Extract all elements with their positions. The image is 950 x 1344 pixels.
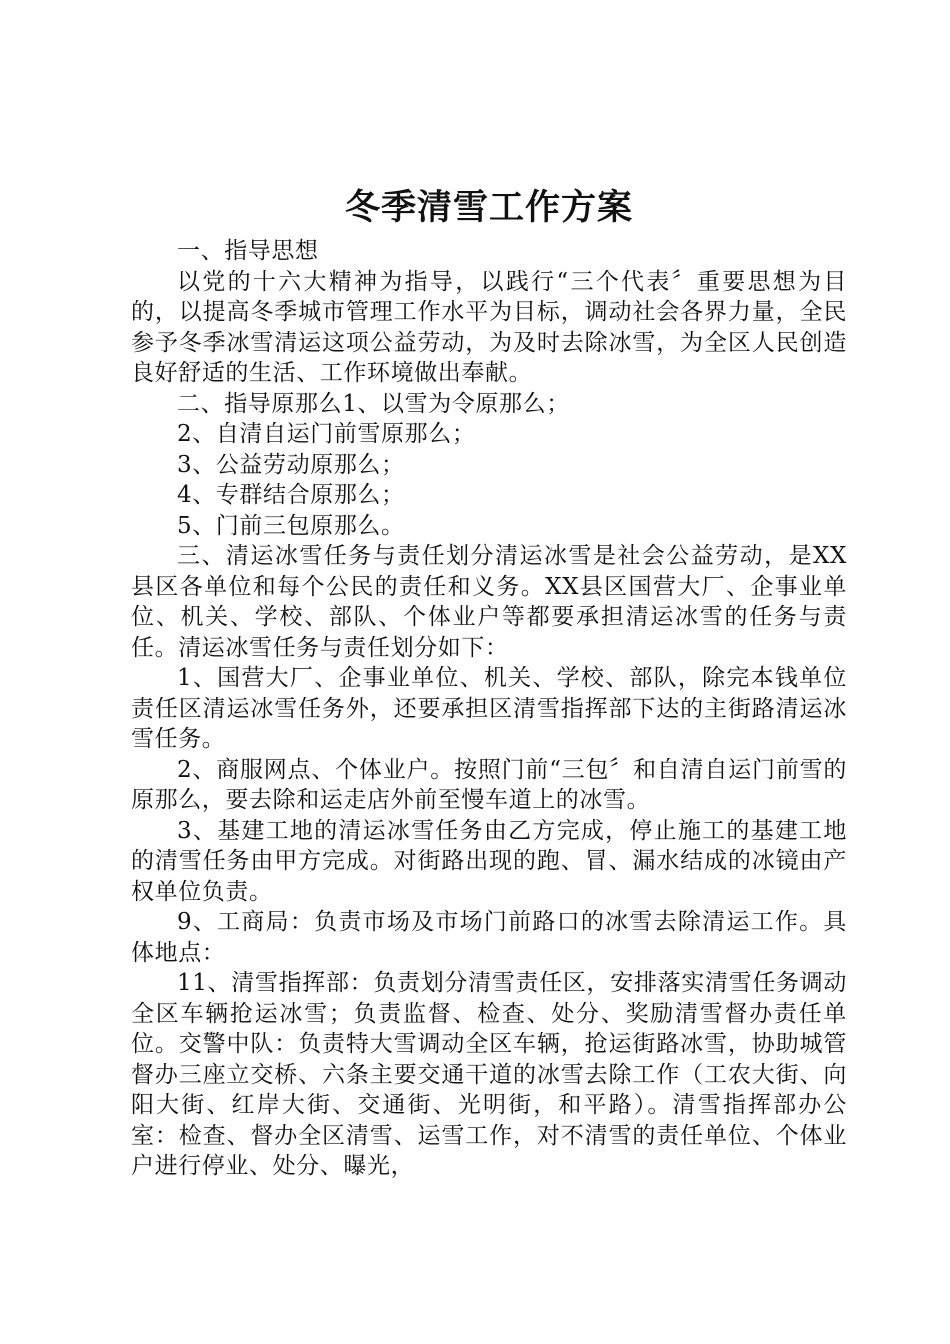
paragraph-tasks-heading: 三、清运冰雪任务与责任划分清运冰雪是社会公益劳动，是XX县区各单位和每个公民的责任和义务。XX县区国营大厂、企事业单位、机关、学校、部队、个体业户等都要承担清运冰雪的任务与责任。清运冰雪任务与责任划分如下： — [131, 543, 847, 661]
paragraph-task-1: 1、国营大厂、企事业单位、机关、学校、部队，除完本钱单位责任区清运冰雪任务外，还要承担区清雪指挥部下达的主街路清运冰雪任务。 — [131, 665, 847, 752]
paragraph-task-3: 3、基建工地的清运冰雪任务由乙方完成，停止施工的基建工地的清雪任务由甲方完成。对街路出现的跑、冒、漏水结成的冰镜由产权单位负责。 — [131, 817, 847, 905]
paragraph-principle-4: 4、专群结合原那么； — [177, 482, 405, 508]
paragraph-task-9: 9、工商局：负责市场及市场门前路口的冰雪去除清运工作。具体地点： — [131, 909, 847, 966]
paragraph-principles-heading: 二、指导原那么1、以雪为令原那么； — [177, 390, 570, 417]
paragraph-guiding-ideology: 以党的十六大精神为指导，以践行“三个代表〞重要思想为目的，以提高冬季城市管理工作水平为目标，调动社会各界力量，全民参予冬季冰雪清运这项公益劳动，为及时去除冰雪，为全区人民创造良好舒适的生活、工作环境做出奉献。 — [131, 268, 847, 386]
paragraph-guiding-ideology-heading: 一、指导思想 — [177, 238, 319, 264]
paragraph-principle-5: 5、门前三包原那么。 — [177, 512, 405, 539]
document-page — [131, 180, 847, 1182]
paragraph-principle-3: 3、公益劳动原那么； — [177, 451, 405, 478]
document-title: 冬季清雪工作方案 — [344, 187, 633, 228]
paragraph-principle-2: 2、自清自运门前雪原那么； — [177, 421, 476, 447]
paragraph-task-2: 2、商服网点、个体业户。按照门前“三包〞和自清自运门前雪的原那么，要去除和运走店外前至慢车道上的冰雪。 — [131, 756, 847, 813]
paragraph-task-11: 11、清雪指挥部：负责划分清雪责任区，安排落实清雪任务调动全区车辆抢运冰雪；负责监督、检查、处分、奖励清雪督办责任单位。交警中队：负责特大雪调动全区车辆，抢运街路冰雪，协助城管督办三座立交桥、六条主要交通干道的冰雪去除工作（工农大街、向阳大街、红岸大街、交通街、光明街，和平路）。清雪指挥部办公室：检查、督办全区清雪、运雪工作，对不清雪的责任单位、个体业户进行停业、处分、曝光， — [131, 970, 847, 1179]
